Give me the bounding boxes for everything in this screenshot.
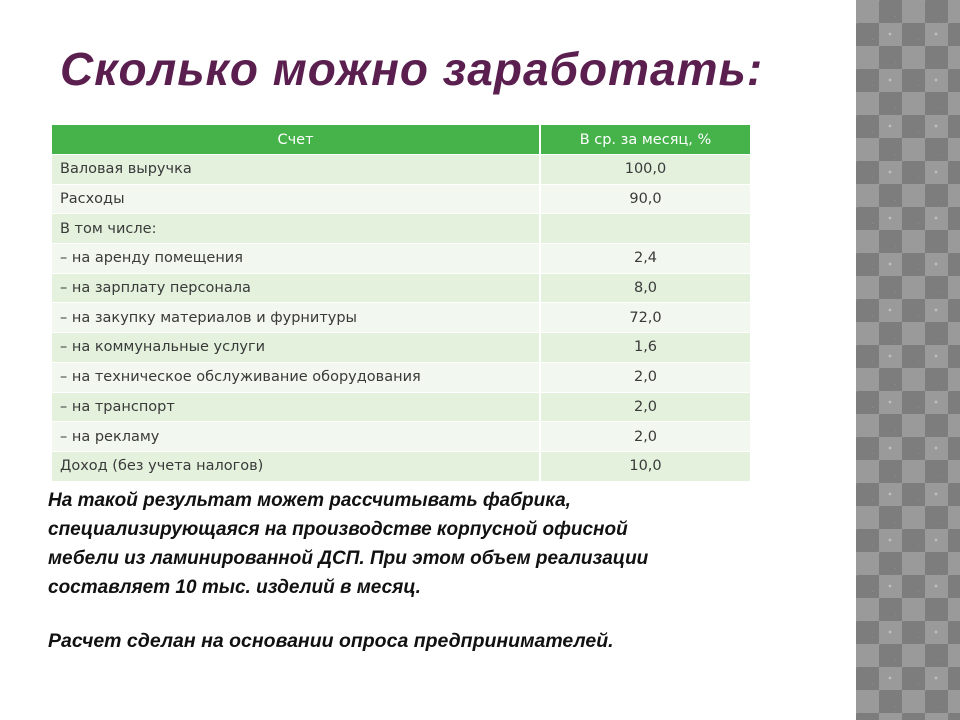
- table-row: [52, 362, 750, 392]
- table-body: [52, 155, 750, 481]
- row-value: 2,4: [540, 244, 750, 274]
- paragraph-line: На такой результат может рассчитывать фабрика,: [48, 490, 571, 511]
- row-value: 1,6: [540, 333, 750, 363]
- table-row: [52, 184, 750, 214]
- paragraph-line: специализирующаяся на производстве корпусной офисной: [48, 519, 628, 540]
- row-label: Валовая выручка: [52, 155, 540, 185]
- decorative-side-panel: [856, 0, 960, 720]
- row-value: 2,0: [540, 392, 750, 422]
- table-row: [52, 392, 750, 422]
- row-value: 72,0: [540, 303, 750, 333]
- table-header-row: [52, 125, 750, 155]
- table-row: [52, 244, 750, 274]
- row-label: Расходы: [52, 184, 540, 214]
- table-row: [52, 303, 750, 333]
- row-label: – на коммунальные услуги: [52, 333, 540, 363]
- row-value: 2,0: [540, 422, 750, 452]
- source-note: Расчет сделан на основании опроса предпринимателей.: [48, 630, 614, 652]
- row-label: – на закупку материалов и фурнитуры: [52, 303, 540, 333]
- table-row: [52, 214, 750, 244]
- description-paragraph: [48, 486, 838, 602]
- row-value: [540, 214, 750, 244]
- row-value: 8,0: [540, 273, 750, 303]
- row-label: Доход (без учета налогов): [52, 451, 540, 480]
- table-row: [52, 273, 750, 303]
- header-monthly-percent: В ср. за месяц, %: [540, 125, 750, 155]
- row-label: В том числе:: [52, 214, 540, 244]
- row-value: 10,0: [540, 451, 750, 480]
- income-table-container: [52, 125, 750, 475]
- slide-title: Сколько можно заработать:: [60, 43, 764, 95]
- table-row: [52, 422, 750, 452]
- table-row: [52, 333, 750, 363]
- table-row: [52, 155, 750, 185]
- paragraph-line: составляет 10 тыс. изделий в месяц.: [48, 577, 421, 598]
- row-label: – на рекламу: [52, 422, 540, 452]
- row-label: – на техническое обслуживание оборудования: [52, 362, 540, 392]
- row-label: – на зарплату персонала: [52, 273, 540, 303]
- table-row: [52, 451, 750, 480]
- paragraph-line: мебели из ламинированной ДСП. При этом объем реализации: [48, 548, 649, 569]
- row-label: – на транспорт: [52, 392, 540, 422]
- row-value: 90,0: [540, 184, 750, 214]
- header-account: Счет: [52, 125, 540, 155]
- row-label: – на аренду помещения: [52, 244, 540, 274]
- row-value: 100,0: [540, 155, 750, 185]
- income-table: [52, 125, 750, 481]
- row-value: 2,0: [540, 362, 750, 392]
